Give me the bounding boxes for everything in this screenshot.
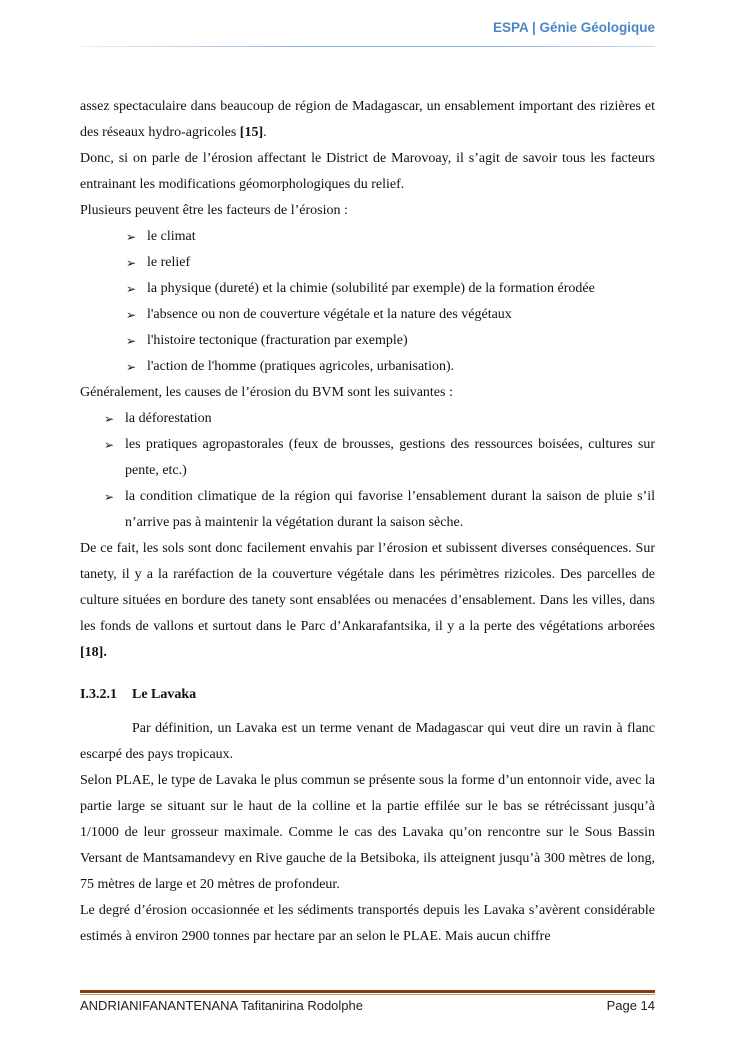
paragraph: Plusieurs peuvent être les facteurs de l’érosion : bbox=[80, 203, 348, 218]
header-title: ESPA | Génie Géologique bbox=[492, 20, 655, 35]
footer-rule bbox=[80, 990, 655, 993]
paragraph: Par définition, un Lavaka est un terme venant de Madagascar qui veut dire un ravin à flanc escarpé des pays tropicaux. bbox=[80, 721, 655, 762]
list-item bbox=[80, 328, 655, 354]
list-item-text: le climat bbox=[147, 229, 196, 244]
arrow-bullet-icon: ➢ bbox=[126, 308, 137, 322]
arrow-bullet-icon: ➢ bbox=[104, 412, 115, 426]
list-item bbox=[80, 250, 655, 276]
paragraph: Selon PLAE, le type de Lavaka le plus commun se présente sous la forme d’un entonnoir vide, avec la partie large se situant sur le haut de la colline et la partie effilée sur le bas se rétrécissant jusqu’à 1/1000 de leur grosseur maximale. Comme le cas des Lavaka qu’on rencontre sur le Sous Bassin Versant de Mantsamandevy en Rive gauche de la Betsiboka, ils atteignent jusqu’à 300 mètres de long, 75 mètres de large et 20 mètres de profondeur. bbox=[80, 773, 655, 892]
arrow-bullet-icon: ➢ bbox=[126, 282, 137, 296]
arrow-bullet-icon: ➢ bbox=[126, 230, 137, 244]
list-item bbox=[80, 276, 655, 302]
list-item bbox=[80, 406, 655, 432]
causes-list bbox=[80, 406, 655, 536]
list-item-text: l'histoire tectonique (fracturation par exemple) bbox=[147, 333, 408, 348]
list-item bbox=[80, 354, 655, 380]
paragraph bbox=[80, 94, 655, 146]
page-number: Page 14 bbox=[606, 998, 655, 1013]
citation-ref: [15] bbox=[239, 125, 264, 140]
list-item bbox=[80, 302, 655, 328]
list-item-text: la physique (dureté) et la chimie (solubilité par exemple) de la formation érodée bbox=[147, 281, 595, 296]
arrow-bullet-icon: ➢ bbox=[126, 256, 137, 270]
list-item-text: l'action de l'homme (pratiques agricoles, urbanisation). bbox=[147, 359, 455, 374]
header-rule bbox=[80, 46, 655, 47]
paragraph: Généralement, les causes de l’érosion du BVM sont les suivantes : bbox=[80, 385, 453, 400]
list-item-text: la condition climatique de la région qui favorise l’ensablement durant la saison de pluie s’il n’arrive pas à maintenir la végétation durant la saison sèche. bbox=[125, 489, 655, 530]
citation-ref: [18]. bbox=[80, 645, 107, 660]
list-item bbox=[80, 484, 655, 536]
footer-author: ANDRIANIFANANTENANA Tafitanirina Rodolphe bbox=[80, 998, 363, 1013]
arrow-bullet-icon: ➢ bbox=[126, 360, 137, 374]
arrow-bullet-icon: ➢ bbox=[104, 490, 115, 504]
list-item-text: le relief bbox=[147, 255, 191, 270]
section-title: Le Lavaka bbox=[132, 687, 197, 702]
paragraph-text: De ce fait, les sols sont donc facilement envahis par l’érosion et subissent diverses conséquences. Sur tanety, il y a la raréfaction de la couverture végétale dans les périmètres rizicoles. Des parcelles de culture situées en bordure des tanety sont ensablées ou menacées d’ensablement. Dans les villes, dans les fonds de vallons et surtout dans le Parc d’Ankarafantsika, il y a la perte des végétations arborées bbox=[80, 541, 655, 634]
paragraph bbox=[80, 536, 655, 666]
page-content bbox=[80, 94, 655, 950]
footer-rule-thin bbox=[80, 994, 655, 995]
list-item-text: la déforestation bbox=[125, 411, 212, 426]
paragraph: Le degré d’érosion occasionnée et les sédiments transportés depuis les Lavaka s’avèrent considérable estimés à environ 2900 tonnes par hectare par an selon le PLAE. Mais aucun chiffre bbox=[80, 903, 655, 944]
list-item bbox=[80, 224, 655, 250]
section-heading bbox=[80, 682, 655, 708]
arrow-bullet-icon: ➢ bbox=[126, 334, 137, 348]
section-number: I.3.2.1 bbox=[80, 687, 117, 702]
paragraph-text: . bbox=[263, 125, 267, 140]
paragraph: Donc, si on parle de l’érosion affectant le District de Marovoay, il s’agit de savoir tous les facteurs entrainant les modifications géomorphologiques du relief. bbox=[80, 151, 655, 192]
factors-list bbox=[80, 224, 655, 380]
list-item-text: l'absence ou non de couverture végétale et la nature des végétaux bbox=[147, 307, 512, 322]
arrow-bullet-icon: ➢ bbox=[104, 438, 115, 452]
list-item-text: les pratiques agropastorales (feux de brousses, gestions des ressources boisées, cultures sur pente, etc.) bbox=[125, 437, 655, 478]
paragraph-text: assez spectaculaire dans beaucoup de région de Madagascar, un ensablement important des rizières et des réseaux hydro-agricoles bbox=[80, 99, 655, 140]
list-item bbox=[80, 432, 655, 484]
